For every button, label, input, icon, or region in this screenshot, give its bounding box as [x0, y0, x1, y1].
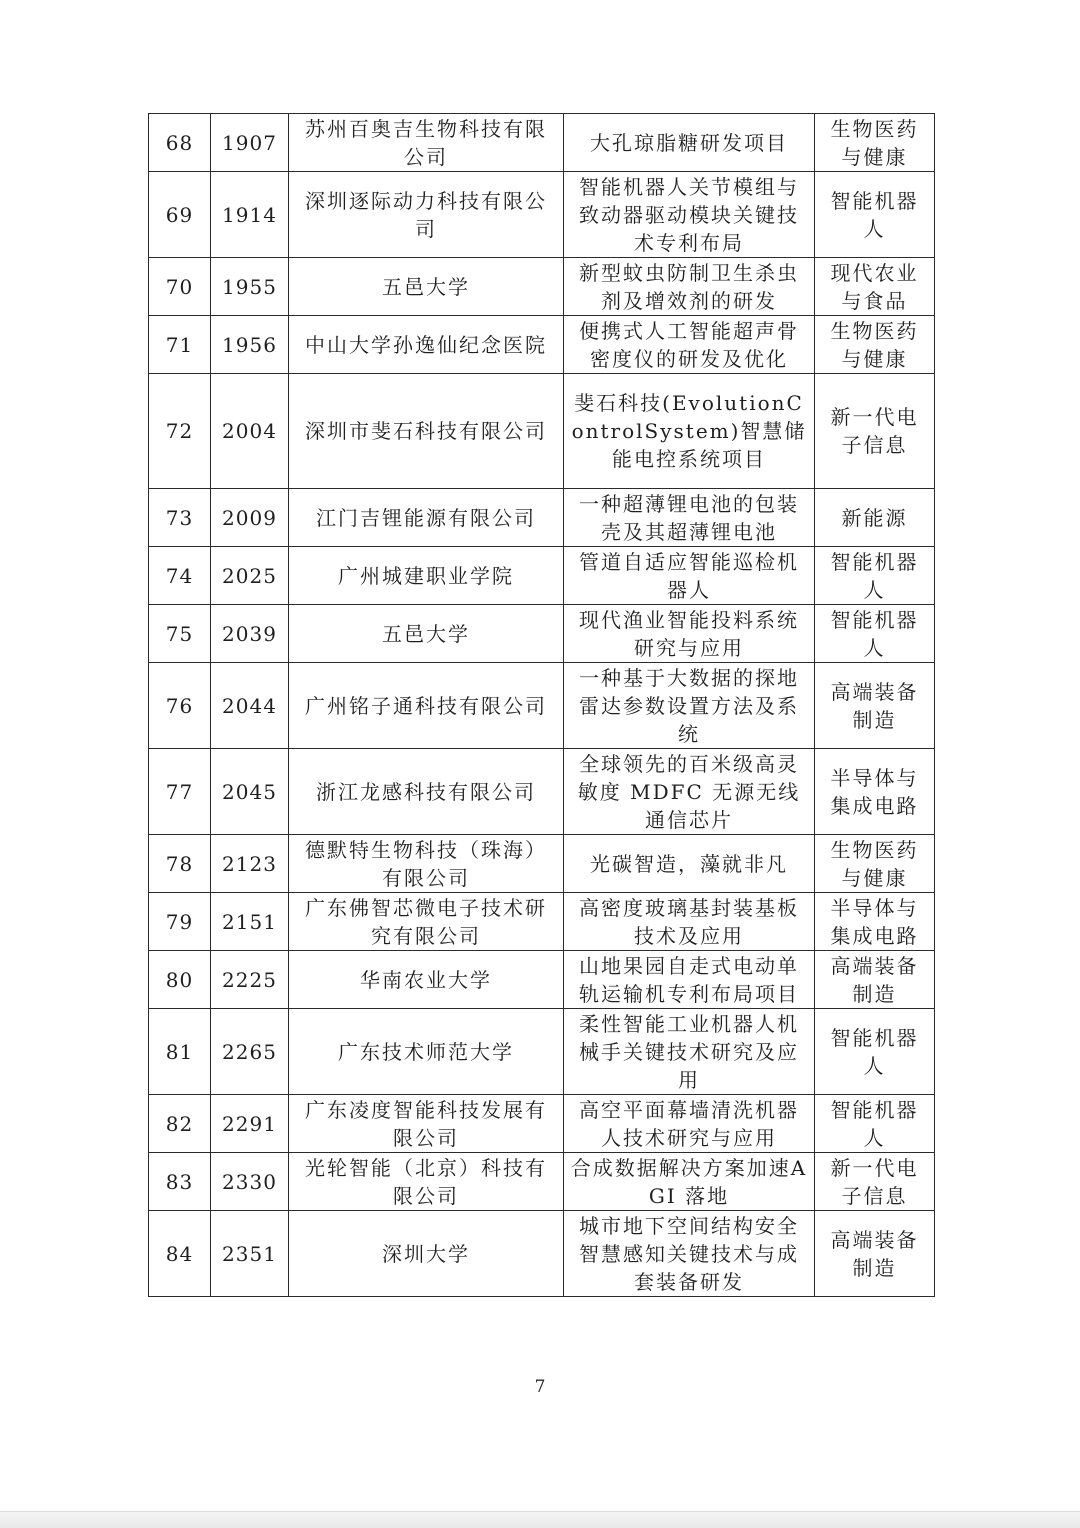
cell-org: 光轮智能（北京）科技有限公司 [289, 1153, 564, 1211]
table-row [149, 258, 935, 316]
cell-org: 广东佛智芯微电子技术研究有限公司 [289, 893, 564, 951]
cell-id: 2009 [211, 489, 289, 547]
project-table [148, 113, 935, 1297]
cell-no: 77 [149, 749, 211, 835]
cell-id: 2291 [211, 1095, 289, 1153]
cell-field: 新一代电子信息 [815, 1153, 935, 1211]
table-row [149, 835, 935, 893]
cell-project: 斐石科技(EvolutionControlSystem)智慧储能电控系统项目 [564, 374, 815, 489]
cell-no: 69 [149, 172, 211, 258]
cell-field: 高端装备制造 [815, 951, 935, 1009]
table-row [149, 1009, 935, 1095]
cell-no: 71 [149, 316, 211, 374]
table-row [149, 547, 935, 605]
cell-field: 智能机器人 [815, 1009, 935, 1095]
cell-id: 1956 [211, 316, 289, 374]
table-row [149, 316, 935, 374]
cell-id: 1955 [211, 258, 289, 316]
cell-project: 一种超薄锂电池的包装壳及其超薄锂电池 [564, 489, 815, 547]
cell-org: 广州城建职业学院 [289, 547, 564, 605]
cell-project: 城市地下空间结构安全智慧感知关键技术与成套装备研发 [564, 1211, 815, 1297]
cell-field: 半导体与集成电路 [815, 749, 935, 835]
table-row [149, 1095, 935, 1153]
cell-id: 2265 [211, 1009, 289, 1095]
cell-org: 深圳逐际动力科技有限公司 [289, 172, 564, 258]
cell-org: 华南农业大学 [289, 951, 564, 1009]
cell-project: 大孔琼脂糖研发项目 [564, 114, 815, 172]
cell-project: 新型蚊虫防制卫生杀虫剂及增效剂的研发 [564, 258, 815, 316]
cell-no: 80 [149, 951, 211, 1009]
cell-no: 79 [149, 893, 211, 951]
table-row [149, 1153, 935, 1211]
cell-id: 1914 [211, 172, 289, 258]
cell-org: 广东技术师范大学 [289, 1009, 564, 1095]
cell-no: 73 [149, 489, 211, 547]
cell-project: 现代渔业智能投料系统研究与应用 [564, 605, 815, 663]
cell-id: 2330 [211, 1153, 289, 1211]
cell-id: 2045 [211, 749, 289, 835]
cell-project: 高空平面幕墙清洗机器人技术研究与应用 [564, 1095, 815, 1153]
table-row [149, 114, 935, 172]
cell-no: 68 [149, 114, 211, 172]
cell-field: 高端装备制造 [815, 663, 935, 749]
cell-id: 2151 [211, 893, 289, 951]
cell-field: 生物医药与健康 [815, 114, 935, 172]
cell-no: 75 [149, 605, 211, 663]
cell-project: 一种基于大数据的探地雷达参数设置方法及系统 [564, 663, 815, 749]
cell-no: 81 [149, 1009, 211, 1095]
cell-project: 山地果园自走式电动单轨运输机专利布局项目 [564, 951, 815, 1009]
cell-id: 2044 [211, 663, 289, 749]
page-bottom-edge [0, 1511, 1080, 1528]
cell-project: 管道自适应智能巡检机器人 [564, 547, 815, 605]
cell-id: 2025 [211, 547, 289, 605]
cell-field: 智能机器人 [815, 1095, 935, 1153]
cell-no: 82 [149, 1095, 211, 1153]
cell-id: 2225 [211, 951, 289, 1009]
cell-org: 五邑大学 [289, 258, 564, 316]
cell-id: 1907 [211, 114, 289, 172]
cell-org: 江门吉锂能源有限公司 [289, 489, 564, 547]
cell-field: 新能源 [815, 489, 935, 547]
cell-no: 83 [149, 1153, 211, 1211]
cell-project: 柔性智能工业机器人机械手关键技术研究及应用 [564, 1009, 815, 1095]
table-row [149, 663, 935, 749]
cell-no: 76 [149, 663, 211, 749]
cell-project: 合成数据解决方案加速AGI 落地 [564, 1153, 815, 1211]
table-row [149, 374, 935, 489]
table-row [149, 951, 935, 1009]
cell-org: 德默特生物科技（珠海）有限公司 [289, 835, 564, 893]
cell-id: 2039 [211, 605, 289, 663]
cell-field: 智能机器人 [815, 547, 935, 605]
cell-field: 高端装备制造 [815, 1211, 935, 1297]
cell-field: 新一代电子信息 [815, 374, 935, 489]
cell-project: 便携式人工智能超声骨密度仪的研发及优化 [564, 316, 815, 374]
cell-project: 智能机器人关节模组与致动器驱动模块关键技术专利布局 [564, 172, 815, 258]
table-row [149, 605, 935, 663]
cell-no: 72 [149, 374, 211, 489]
cell-no: 78 [149, 835, 211, 893]
table-body [149, 114, 935, 1297]
table-row [149, 749, 935, 835]
table-row [149, 172, 935, 258]
cell-org: 中山大学孙逸仙纪念医院 [289, 316, 564, 374]
cell-id: 2123 [211, 835, 289, 893]
cell-org: 深圳市斐石科技有限公司 [289, 374, 564, 489]
cell-org: 五邑大学 [289, 605, 564, 663]
cell-no: 74 [149, 547, 211, 605]
cell-field: 智能机器人 [815, 172, 935, 258]
cell-field: 生物医药与健康 [815, 835, 935, 893]
page-number: 7 [534, 1377, 546, 1397]
cell-field: 半导体与集成电路 [815, 893, 935, 951]
cell-id: 2004 [211, 374, 289, 489]
cell-project: 全球领先的百米级高灵敏度 MDFC 无源无线通信芯片 [564, 749, 815, 835]
cell-field: 生物医药与健康 [815, 316, 935, 374]
cell-field: 现代农业与食品 [815, 258, 935, 316]
table-row [149, 1211, 935, 1297]
table-row [149, 489, 935, 547]
cell-no: 84 [149, 1211, 211, 1297]
table-row [149, 893, 935, 951]
cell-id: 2351 [211, 1211, 289, 1297]
cell-project: 高密度玻璃基封装基板技术及应用 [564, 893, 815, 951]
cell-field: 智能机器人 [815, 605, 935, 663]
cell-no: 70 [149, 258, 211, 316]
cell-org: 广州铭子通科技有限公司 [289, 663, 564, 749]
cell-org: 苏州百奥吉生物科技有限公司 [289, 114, 564, 172]
cell-org: 广东凌度智能科技发展有限公司 [289, 1095, 564, 1153]
cell-org: 深圳大学 [289, 1211, 564, 1297]
cell-project: 光碳智造，藻就非凡 [564, 835, 815, 893]
cell-org: 浙江龙感科技有限公司 [289, 749, 564, 835]
